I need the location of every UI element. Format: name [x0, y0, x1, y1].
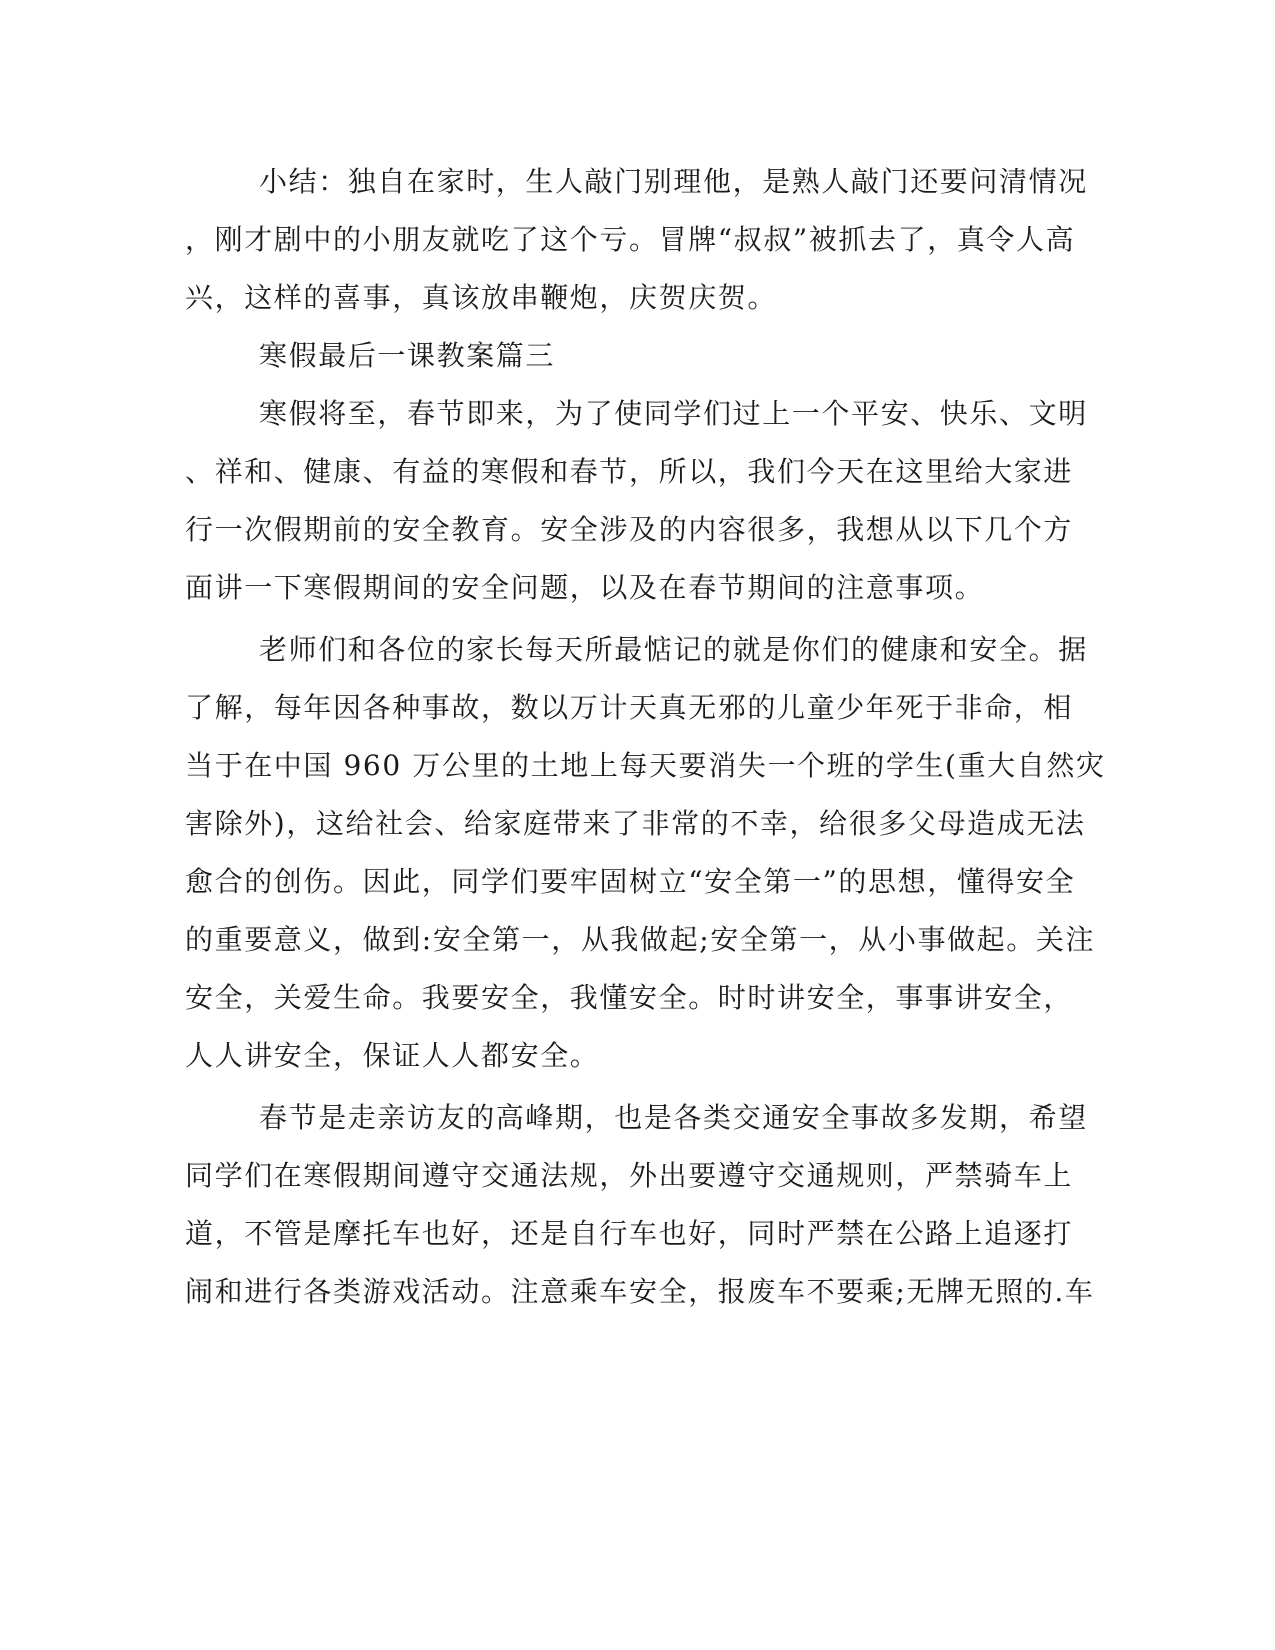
summary-line-3: 兴，这样的喜事，真该放串鞭炮，庆贺庆贺。 — [185, 281, 778, 314]
safety-line-2: 了解，每年因各种事故，数以万计天真无邪的儿童少年死于非命，相 — [185, 691, 1074, 724]
intro-line-2: 、祥和、健康、有益的寒假和春节，所以，我们今天在这里给大家进 — [185, 455, 1074, 488]
safety-line-7: 安全，关爱生命。我要安全，我懂安全。时时讲安全，事事讲安全， — [185, 981, 1074, 1014]
section-heading: 寒假最后一课教案篇三 — [259, 339, 556, 372]
safety-line-3: 当于在中国 960 万公里的土地上每天要消失一个班的学生(重大自然灾 — [185, 749, 1106, 782]
safety-line-8: 人人讲安全，保证人人都安全。 — [185, 1039, 600, 1072]
summary-line-1: 小结：独自在家时，生人敲门别理他，是熟人敲门还要问清情况 — [259, 165, 1088, 198]
safety-line-1: 老师们和各位的家长每天所最惦记的就是你们的健康和安全。据 — [259, 633, 1088, 666]
safety-line-4: 害除外)，这给社会、给家庭带来了非常的不幸，给很多父母造成无法 — [185, 807, 1086, 840]
summary-line-2: ，刚才剧中的小朋友就吃了这个亏。冒牌“叔叔”被抓去了，真令人高 — [185, 223, 1076, 256]
intro-line-3: 行一次假期前的安全教育。安全涉及的内容很多，我想从以下几个方 — [185, 513, 1074, 546]
intro-line-4: 面讲一下寒假期间的安全问题，以及在春节期间的注意事项。 — [185, 571, 985, 604]
traffic-line-1: 春节是走亲访友的高峰期，也是各类交通安全事故多发期，希望 — [259, 1101, 1088, 1134]
traffic-line-2: 同学们在寒假期间遵守交通法规，外出要遵守交通规则，严禁骑车上 — [185, 1159, 1074, 1192]
safety-line-6: 的重要意义，做到:安全第一，从我做起;安全第一，从小事做起。关注 — [185, 923, 1096, 956]
traffic-line-4: 闹和进行各类游戏活动。注意乘车安全，报废车不要乘;无牌无照的.车 — [185, 1275, 1095, 1308]
intro-line-1: 寒假将至，春节即来，为了使同学们过上一个平安、快乐、文明 — [259, 397, 1088, 430]
traffic-line-3: 道，不管是摩托车也好，还是自行车也好，同时严禁在公路上追逐打 — [185, 1217, 1074, 1250]
safety-line-5: 愈合的创伤。因此，同学们要牢固树立“安全第一”的思想，懂得安全 — [185, 865, 1076, 898]
